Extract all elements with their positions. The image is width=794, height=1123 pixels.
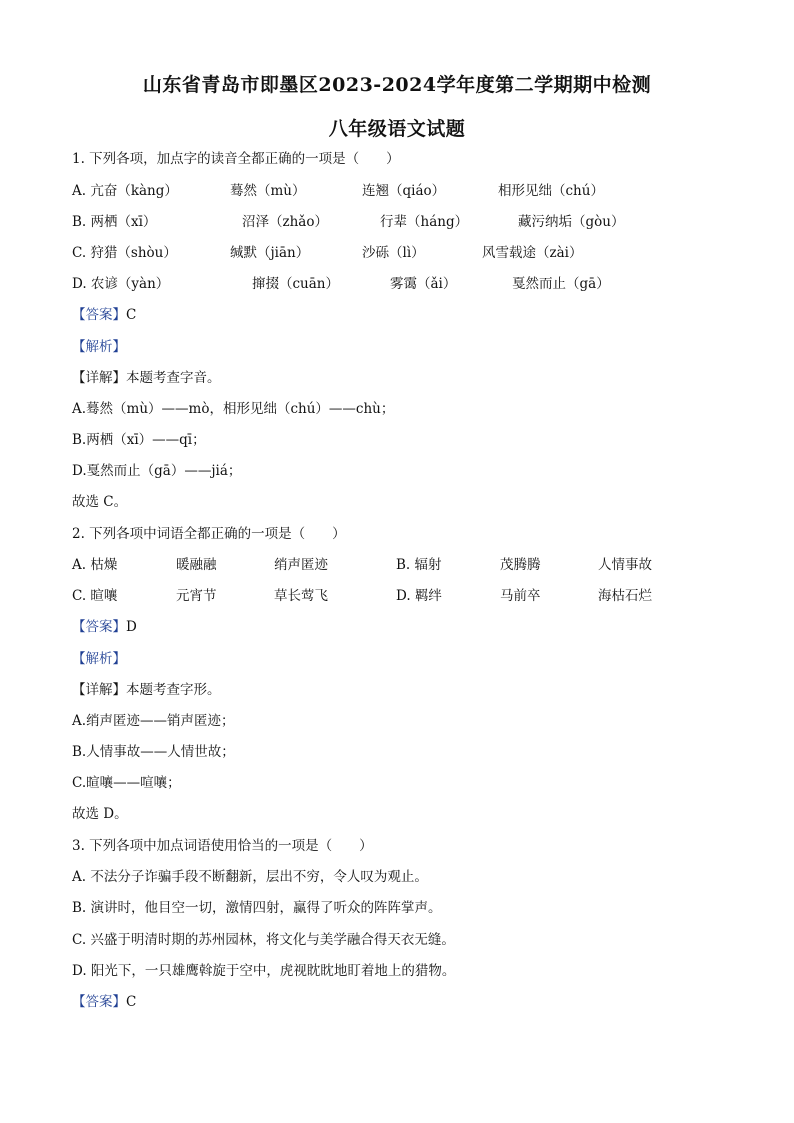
q1-option-a-4: 相形见绌（chú） xyxy=(498,183,604,199)
q1-option-c-3: 沙砾（lì） xyxy=(362,245,425,261)
detail-text: 本题考查字形。 xyxy=(126,682,221,698)
q1-option-a-1: A. 亢奋（kàng） xyxy=(72,183,178,199)
detail-tag: 【详解】 xyxy=(72,682,126,698)
q2-option-d-2: 马前卒 xyxy=(500,588,541,604)
q3-option-c: C. 兴盛于明清时期的苏州园林，将文化与美学融合得天衣无缝。 xyxy=(72,932,455,948)
detail-tag: 【详解】 xyxy=(72,370,126,386)
q2-analysis-line-3: C.暄嚷——喧嚷； xyxy=(72,775,181,791)
document-title: 山东省青岛市即墨区2023-2024学年度第二学期期中检测 xyxy=(142,74,652,96)
q1-option-d-1: D. 农谚（yàn） xyxy=(72,276,170,292)
q1-option-c-1: C. 狩猎（shòu） xyxy=(72,245,177,261)
q2-analysis-tag: 【解析】 xyxy=(72,651,126,667)
q2-option-a-2: 暖融融 xyxy=(176,557,217,573)
q3-option-a: A. 不法分子诈骗手段不断翻新，层出不穷，令人叹为观止。 xyxy=(72,869,428,885)
answer-tag: 【答案】 xyxy=(72,619,126,635)
q3-option-b: B. 演讲时，他目空一切，激情四射，赢得了听众的阵阵掌声。 xyxy=(72,900,442,916)
q2-option-d-1: D. 羁绊 xyxy=(396,588,442,604)
q1-option-b-4: 藏污纳垢（gòu） xyxy=(518,214,625,230)
q1-option-a-2: 蓦然（mù） xyxy=(230,183,306,199)
q2-stem: 2. 下列各项中词语全都正确的一项是（ ） xyxy=(72,526,346,542)
q2-answer xyxy=(72,618,137,636)
q2-analysis-line-2: B.人情事故——人情世故； xyxy=(72,744,235,760)
q2-option-c-2: 元宵节 xyxy=(176,588,217,604)
q2-detail xyxy=(72,681,221,699)
q2-option-b-1: B. 辐射 xyxy=(396,557,442,573)
q1-option-d-4: 戛然而止（gā） xyxy=(512,276,610,292)
q2-conclusion: 故选 D。 xyxy=(72,806,128,822)
q1-option-c-4: 风雪载途（zài） xyxy=(482,245,583,261)
q2-option-a-1: A. 枯燥 xyxy=(72,557,118,573)
q1-stem: 1. 下列各项，加点字的读音全都正确的一项是（ ） xyxy=(72,151,400,167)
document-subtitle: 八年级语文试题 xyxy=(328,118,466,140)
answer-value: C xyxy=(126,994,137,1010)
q1-detail xyxy=(72,369,221,387)
q1-option-c-2: 缄默（jiān） xyxy=(230,245,310,261)
answer-tag: 【答案】 xyxy=(72,307,126,323)
q1-option-a-3: 连翘（qiáo） xyxy=(362,183,446,199)
answer-value: D xyxy=(126,619,137,635)
q3-stem: 3. 下列各项中加点词语使用恰当的一项是（ ） xyxy=(72,838,373,854)
q1-analysis-line-2: B.两栖（xī）——qī； xyxy=(72,432,206,448)
answer-value: C xyxy=(126,307,137,323)
q1-answer xyxy=(72,306,136,324)
q2-option-b-3: 人情事故 xyxy=(598,557,652,573)
q1-analysis-line-1: A.蓦然（mù）——mò，相形见绌（chú）——chù； xyxy=(72,401,395,417)
q1-analysis-line-3: D.戛然而止（gā）——jiá； xyxy=(72,463,242,479)
q1-option-b-3: 行辈（háng） xyxy=(380,214,469,230)
q2-analysis-line-1: A.绡声匿迹——销声匿迹； xyxy=(72,713,235,729)
answer-tag: 【答案】 xyxy=(72,994,126,1010)
q1-analysis-tag: 【解析】 xyxy=(72,339,126,355)
q2-option-c-3: 草长莺飞 xyxy=(274,588,328,604)
q1-option-d-2: 撺掇（cuān） xyxy=(252,276,339,292)
q3-answer xyxy=(72,993,136,1011)
q1-option-b-2: 沼泽（zhǎo） xyxy=(242,214,328,230)
q2-option-c-1: C. 暄嚷 xyxy=(72,588,118,604)
q2-option-b-2: 茂腾腾 xyxy=(500,557,541,573)
q2-option-d-3: 海枯石烂 xyxy=(598,588,652,604)
detail-text: 本题考查字音。 xyxy=(126,370,221,386)
q1-option-d-3: 雾霭（ǎi） xyxy=(390,276,457,292)
q2-option-a-3: 绡声匿迹 xyxy=(274,557,328,573)
q1-option-b-1: B. 两栖（xī） xyxy=(72,214,157,230)
q3-option-d: D. 阳光下，一只雄鹰斡旋于空中，虎视眈眈地盯着地上的猎物。 xyxy=(72,963,456,979)
q1-conclusion: 故选 C。 xyxy=(72,494,128,510)
